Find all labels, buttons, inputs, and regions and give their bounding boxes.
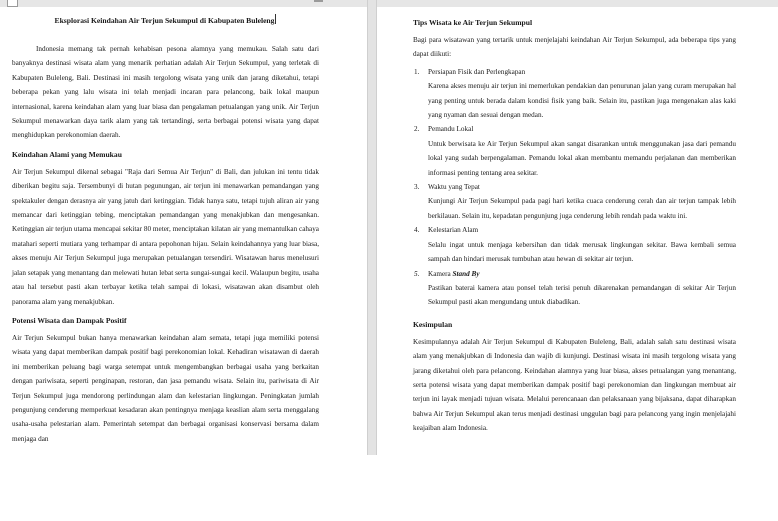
section-paragraph: Air Terjun Sekumpul bukan hanya menawarkan keindahan alam semata, tetapi juga memiliki potensi wisata yang dapat memberikan dampak positif bagi perekonomian lokal. Kehadiran wisatawan di daerah ini memberikan peluang bagi warga setempat untuk mengembangkan berbagai usaha yang berkaitan dengan pariwisata, seperti penginapan, restoran, dan jasa pemandu wisata. Selain itu, pariwisata di Air Terjun Sekumpul juga mendorong perlindungan alam dan kelestarian lingkungan. Peningkatan jumlah pengunjung cenderung memperkuat kesadaran akan pentingnya menjaga keaslian alam serta menggalang usaha-usaha pelestarian alam. Pemerintah setempat dan berbagai organisasi konservasi bersama dalam menjaga dan xyxy=(12,333,319,443)
list-item xyxy=(413,267,736,310)
section-heading: Keindahan Alami yang Memukau xyxy=(12,149,122,159)
document-page-2[interactable] xyxy=(378,7,778,455)
list-item-title: Persiapan Fisik dan Perlengkapan xyxy=(428,67,526,76)
list-item xyxy=(413,223,736,266)
list-item-title: Pemandu Lokal xyxy=(428,125,474,134)
document-page-1[interactable] xyxy=(0,7,367,455)
list-item-title: Waktu yang Tepat xyxy=(428,183,480,192)
section-paragraph: Air Terjun Sekumpul dikenal sebagai "Raja dari Semua Air Terjun" di Bali, dan julukan ini tentu tidak diberikan begitu saja. Tersembunyi di hutan pegunungan, air terjun ini menawarkan pemandangan yang spektakuler dengan derasnya air yang jatuh dari ketinggian. Tidak hanya satu, tetapi tujuh aliran air yang memancar dari ketinggian tebing, menciptakan pemandangan yang menakjubkan dan mengesankan. Ketinggian air terjun utama mencapai sekitar 80 meter, menciptakan kilatan air yang memantulkan cahaya matahari seperti mutiara yang terhampar di antara pepohonan hijau. Selain keindahannya yang luar biasa, akses menuju Air Terjun Sekumpul juga merupakan petualangan tersendiri. Wisatawan harus menelusuri jalan setapak yang menantang dan melewati hutan lebat serta sungai-sungai kecil. Walaupun begitu, usaha atau hal tersebut pasti akan terbayar ketika telah sampai di lokasi, wisatawan akan disambut oleh panorama alam yang menakjubkan. xyxy=(12,167,319,306)
document-title: Eksplorasi Keindahan Air Terjun Sekumpul di Kabupaten Buleleng xyxy=(54,16,275,25)
list-item-body: Pastikan baterai kamera atau ponsel telah terisi penuh dikarenakan pemandangan di sekitar Air Terjun Sekumpul pasti akan mengundang untuk diabadikan. xyxy=(428,283,736,307)
list-item-body: Kunjungi Air Terjun Sekumpul pada pagi hari ketika cuaca cenderung cerah dan air terjun tampak lebih berkilauan. Selain itu, kepadatan pengunjung juga cenderung lebih rendah pada waktu ini. xyxy=(428,197,736,220)
emphasis-text: Stand By xyxy=(452,269,480,278)
list-number: 1. xyxy=(414,67,420,76)
list-item xyxy=(413,65,736,123)
list-item-body: Selalu ingat untuk menjaga kebersihan dan tidak merusak lingkungan sekitar. Bawa kembali semua sampah dan hindari merusak tumbuhan atau hewan di sekitar air terjun. xyxy=(428,240,736,264)
tips-list xyxy=(413,65,736,310)
section-heading: Potensi Wisata dan Dampak Positif xyxy=(12,315,127,325)
list-item-title: Kelestarian Alam xyxy=(428,226,479,235)
tab-stop-marker[interactable] xyxy=(7,0,18,7)
list-item xyxy=(413,180,736,223)
section-heading: Kesimpulan xyxy=(413,319,453,329)
page-gutter xyxy=(367,0,377,455)
indent-marker[interactable] xyxy=(314,0,323,2)
conclusion-paragraph: Kesimpulannya adalah Air Terjun Sekumpul di Kabupaten Buleleng, Bali, adalah salah satu destinasi wisata alam yang menakjubkan di Indonesia dan wajib di kunjungi. Destinasi wisata ini masih tergolong wisata yang jarang diketahui oleh para pelancong. Keindahan alamnya yang luar biasa, akses petualangan yang menantang, serta potensi wisata yang dapat memberikan dampak positif bagi perekonomian dan lingkungan membuat air terjun ini layak menjadi tujuan wisata. Melalui perencanaan dan pelaksanaan yang bijaksana, dapat diharapkan bahwa Air Terjun Sekumpul akan terus menjadi destinasi unggulan bagi para pelancong yang ingin menjelajahi keajaiban alam Indonesia. xyxy=(413,337,736,433)
list-item-body: Karena akses menuju air terjun ini memerlukan pendakian dan penurunan jalan yang curam merupakan hal yang penting untuk berada dalam kondisi fisik yang baik. Selain itu, pastikan juga mengenakan alas kaki yang nyaman dan sesuai dengan medan. xyxy=(428,82,736,120)
intro-paragraph: Indonesia memang tak pernah kehabisan pesona alamnya yang memukau. Salah satu dari banyaknya destinasi wisata alam yang menarik perhatian adalah Air Terjun Sekumpul, yang terletak di Kabupaten Buleleng, Bali. Destinasi ini masih tergolong wisata yang unik dan jarang diketahui, tetapi beberapa pekan yang lalu wisata ini telah menjadi incaran para pelancong, baik lokal maupun internasional, karena keindahan alam yang luar biasa dan pengalaman petualangan yang unik. Air Terjun Sekumpul menawarkan daya tarik alam yang tak tertandingi, serta berbagai potensi wisata yang dapat menghidupkan perekonomian daerah. xyxy=(12,45,319,140)
list-item xyxy=(413,122,736,180)
list-number: 4. xyxy=(414,226,420,235)
section-heading: Tips Wisata ke Air Terjun Sekumpul xyxy=(413,18,533,27)
list-number: 5. xyxy=(414,269,420,278)
tips-intro: Bagi para wisatawan yang tertarik untuk menjelajahi keindahan Air Terjun Sekumpul, ada beberapa tips yang dapat diikuti: xyxy=(413,36,736,59)
list-item-body: Untuk berwisata ke Air Terjun Sekumpul akan sangat disarankan untuk menggunakan jasa dari pemandu lokal yang sudah berpengalaman. Pemandu lokal akan membantu memandu perjalanan dan memberikan informasi penting tentang area sekitar. xyxy=(428,139,736,177)
list-number: 2. xyxy=(414,125,420,134)
text-cursor xyxy=(275,14,276,24)
ruler-bar xyxy=(0,0,778,7)
list-item-title: Kamera Stand By xyxy=(428,269,480,278)
list-number: 3. xyxy=(414,183,420,192)
